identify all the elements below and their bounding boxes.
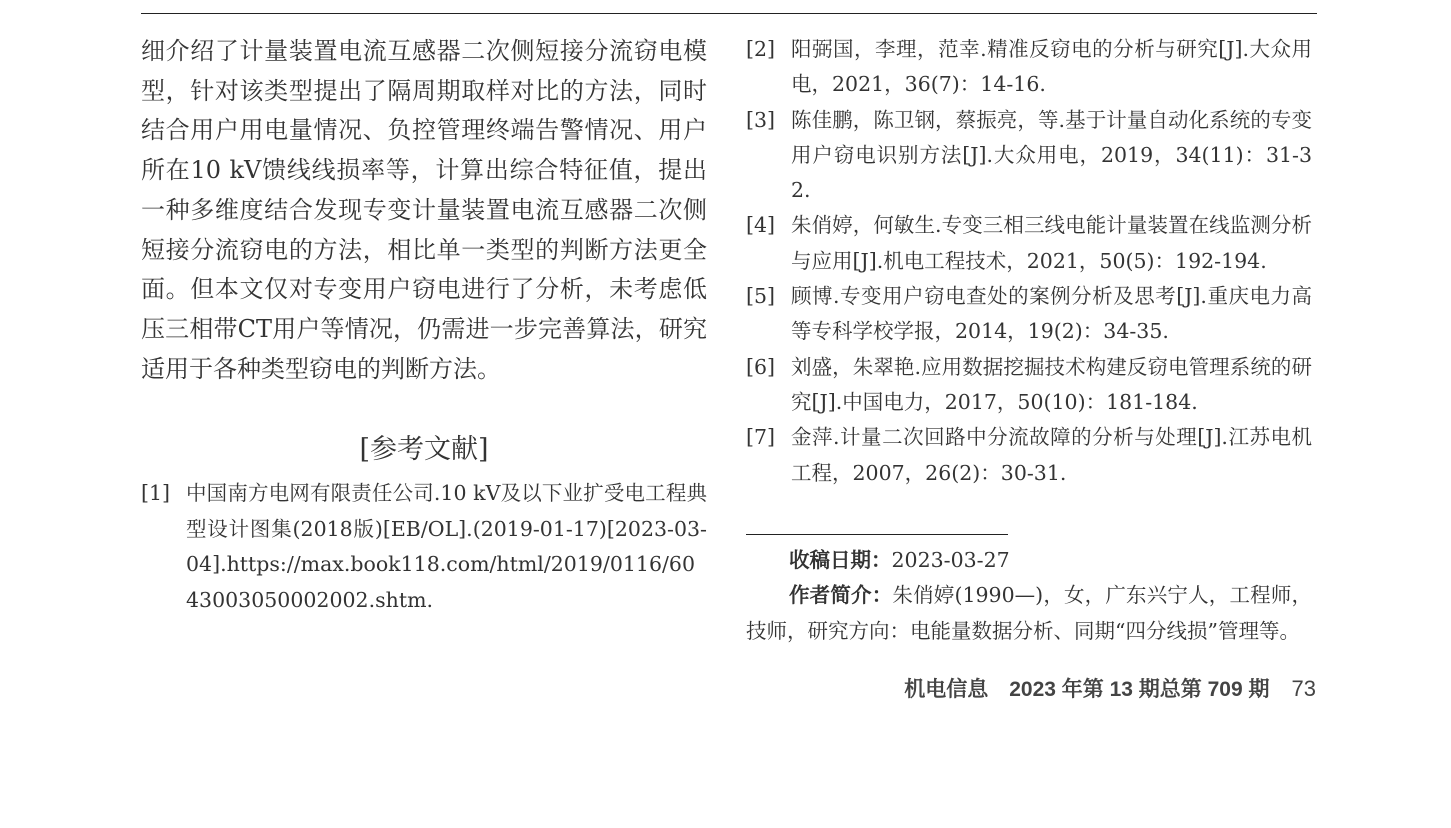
received-date-note: [746, 543, 1312, 579]
reference-item: [141, 476, 707, 618]
reference-text: 朱俏婷，何敏生.专变三相三线电能计量装置在线监测分析与应用[J].机电工程技术，2021，50(5)：192-194.: [791, 213, 1312, 273]
references-list-left: [141, 476, 707, 618]
reference-text: 金萍.计量二次回路中分流故障的分析与处理[J].江苏电机工程，2007，26(2)：30-31.: [791, 425, 1312, 485]
reference-number: [7]: [746, 425, 776, 450]
received-date-value: 2023-03-27: [891, 547, 1010, 572]
reference-text: 阳弼国，李理，范幸.精准反窃电的分析与研究[J].大众用电，2021，36(7)：14-16.: [791, 37, 1312, 97]
reference-number: [5]: [746, 284, 776, 309]
reference-number: [1]: [141, 481, 171, 506]
journal-issue-info: 机电信息 2023 年第 13 期总第 709 期: [904, 678, 1270, 701]
reference-text: 陈佳鹏，陈卫钢，蔡振亮，等.基于计量自动化系统的专变用户窃电识别方法[J].大众用电，2019，34(11)：31-32.: [791, 107, 1312, 203]
reference-number: [3]: [746, 107, 776, 132]
body-paragraph: 细介绍了计量装置电流互感器二次侧短接分流窃电模型，针对该类型提出了隔周期取样对比的方法，同时结合用户用电量情况、负控管理终端告警情况、用户所在10 kV馈线线损率等，计算出综合特征值，提出一种多维度结合发现专变计量装置电流互感器二次侧短接分流窃电的方法，相比单一类型的判断方法更全面。但本文仅对专变用户窃电进行了分析，未考虑低压三相带CT用户等情况，仍需进一步完善算法，研究适用于各种类型窃电的判断方法。: [141, 37, 707, 383]
top-rule: [141, 13, 1317, 14]
right-column: [746, 32, 1312, 649]
references-list-right: [746, 32, 1312, 491]
page-number: 73: [1291, 676, 1316, 701]
author-bio-note: [746, 578, 1312, 649]
left-column: [141, 32, 707, 618]
author-bio-text: 朱俏婷(1990—)，女，广东兴宁人，工程师，技师，研究方向：电能量数据分析、同期“四分线损”管理等。: [746, 583, 1313, 643]
reference-text: 中国南方电网有限责任公司.10 kV及以下业扩受电工程典型设计图集(2018版)[EB/OL].(2019-01-17)[2023-03-04].https://max.book118.com/html/2019/0116/6043003050002002.shtm.: [186, 481, 707, 612]
reference-item: [746, 279, 1312, 350]
references-heading: [参考文献]: [359, 434, 489, 466]
reference-text: 刘盛，朱翠艳.应用数据挖掘技术构建反窃电管理系统的研究[J].中国电力，2017，50(10)：181-184.: [791, 354, 1312, 414]
reference-item: [746, 208, 1312, 279]
reference-number: [2]: [746, 37, 776, 61]
page-footer: [904, 673, 1316, 703]
reference-item: [746, 350, 1312, 421]
reference-text: 顾博.专变用户窃电查处的案例分析及思考[J].重庆电力高等专科学校学报，2014，19(2)：34-35.: [791, 284, 1312, 344]
reference-number: [6]: [746, 354, 776, 379]
received-date-label: 收稿日期：: [789, 547, 892, 572]
reference-item: [746, 103, 1312, 209]
author-bio-label: 作者简介：: [789, 583, 893, 608]
reference-number: [4]: [746, 213, 776, 238]
reference-item: [746, 32, 1312, 103]
footnote-divider: [746, 534, 1008, 535]
reference-item: [746, 420, 1312, 491]
